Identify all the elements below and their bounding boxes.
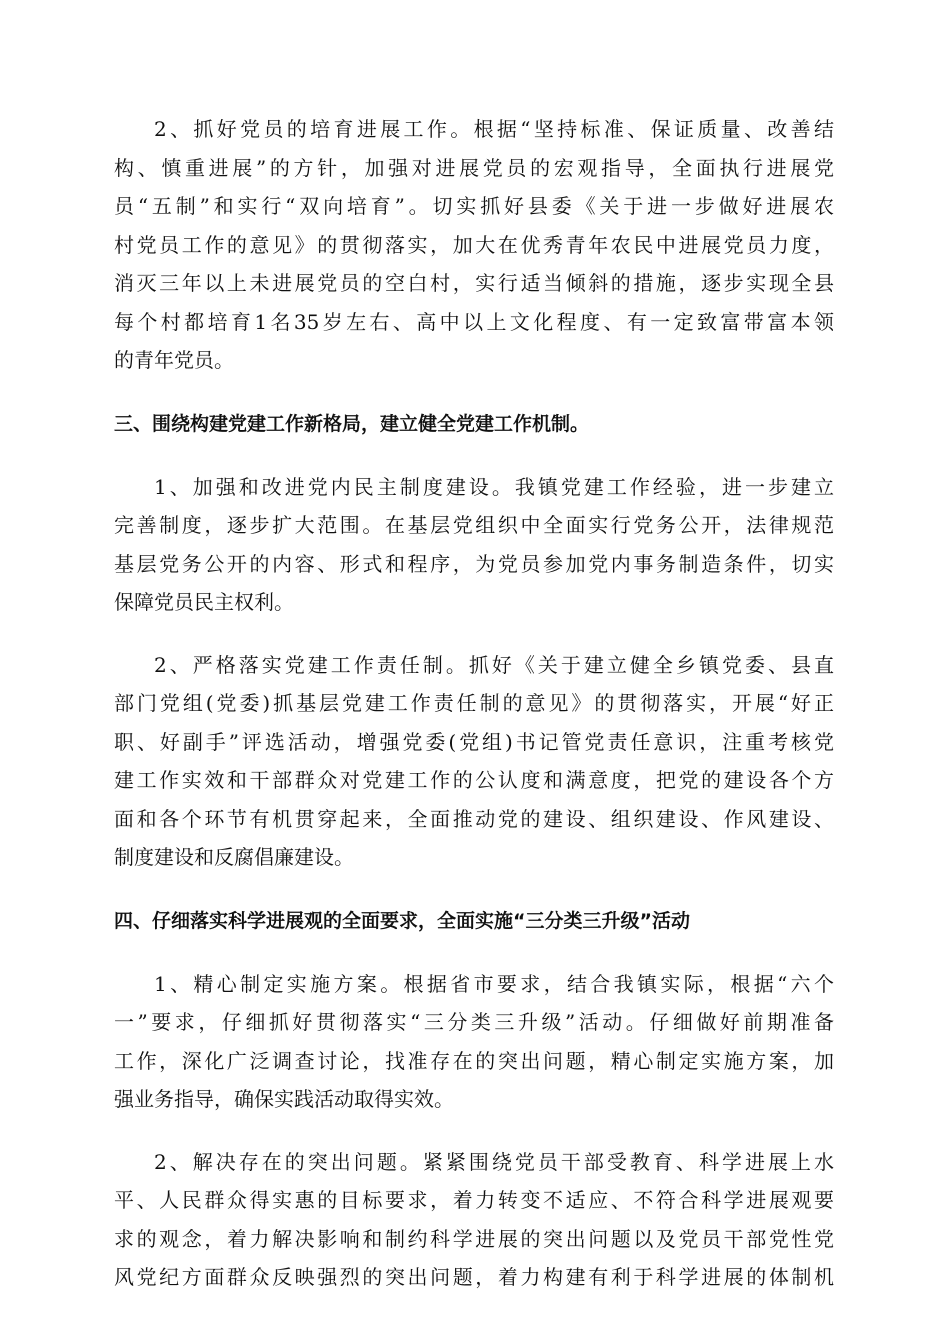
text-line: 2、解决存在的突出问题。紧紧围绕党员干部受教育、科学进展上水: [154, 1149, 834, 1174]
body-paragraph: [114, 965, 834, 1119]
text-line: 建工作实效和干部群众对党建工作的公认度和满意度，把党的建设各个方: [114, 768, 834, 792]
text-line: 1、加强和改进党内民主制度建设。我镇党建工作经验，进一步建立: [154, 474, 834, 499]
text-line: 制度建设和反腐倡廉建设。: [114, 845, 354, 869]
text-line: 构、慎重进展”的方针，加强对进展党员的宏观指导，全面执行进展党: [114, 155, 834, 180]
section-heading: 三、围绕构建党建工作新格局，建立健全党建工作机制。: [114, 412, 590, 435]
text-line: 村党员工作的意见》的贯彻落实，加大在优秀青年农民中进展党员力度，: [114, 232, 834, 257]
text-line: 消灭三年以上未进展党员的空白村，实行适当倾斜的措施，逐步实现全县: [114, 271, 834, 295]
text-line: 每个村都培育1名35岁左右、高中以上文化程度、有一定致富带富本领: [114, 309, 834, 334]
text-line: 求的观念，着力解决影响和制约科学进展的突出问题以及党员干部党性党: [114, 1226, 834, 1251]
text-line: 员“五制”和实行“双向培育”。切实抓好县委《关于进一步做好进展农: [114, 194, 834, 218]
body-paragraph: [114, 468, 834, 622]
text-line: 部门党组(党委)抓基层党建工作责任制的意见》的贯彻落实，开展“好正: [114, 691, 834, 715]
text-line: 2、严格落实党建工作责任制。抓好《关于建立健全乡镇党委、县直: [154, 652, 834, 677]
body-paragraph: [114, 110, 834, 380]
text-line: 风党纪方面群众反映强烈的突出问题，着力构建有利于科学进展的体制机: [114, 1265, 834, 1289]
body-paragraph: [114, 646, 834, 877]
text-line: 1、精心制定实施方案。根据省市要求，结合我镇实际，根据“六个: [154, 971, 834, 996]
text-line: 工作，深化广泛调查讨论，找准存在的突出问题，精心制定实施方案，加: [114, 1048, 834, 1073]
text-line: 的青年党员。: [114, 348, 234, 372]
text-line: 基层党务公开的内容、形式和程序，为党员参加党内事务制造条件，切实: [114, 551, 834, 576]
section-heading: 四、仔细落实科学进展观的全面要求，全面实施“三分类三升级”活动: [114, 909, 690, 932]
body-paragraph: [114, 1143, 834, 1297]
document-page: [114, 110, 834, 1321]
text-line: 职、好副手”评选活动，增强党委(党组)书记管党责任意识，注重考核党: [114, 729, 834, 754]
text-line: 面和各个环节有机贯穿起来，全面推动党的建设、组织建设、作风建设、: [114, 806, 834, 831]
text-line: 平、人民群众得实惠的目标要求，着力转变不适应、不符合科学进展观要: [114, 1188, 834, 1212]
text-line: 强业务指导，确保实践活动取得实效。: [114, 1087, 454, 1111]
text-line: 一”要求，仔细抓好贯彻落实“三分类三升级”活动。仔细做好前期准备: [114, 1010, 834, 1034]
text-line: 保障党员民主权利。: [114, 590, 294, 614]
text-line: 完善制度，逐步扩大范围。在基层党组织中全面实行党务公开，法律规范: [114, 513, 834, 537]
text-line: 2、抓好党员的培育进展工作。根据“坚持标准、保证质量、改善结: [154, 117, 834, 141]
